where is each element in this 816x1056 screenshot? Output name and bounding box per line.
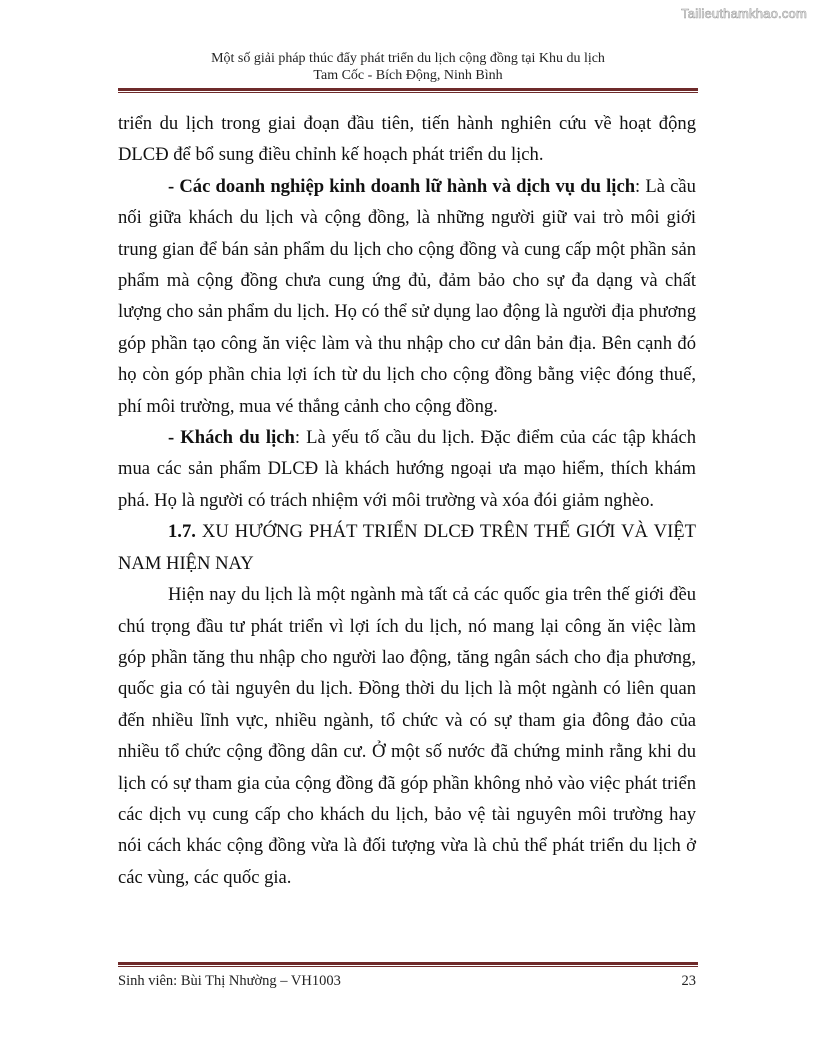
footer-rule — [118, 962, 698, 967]
header-line-2: Tam Cốc - Bích Động, Ninh Bình — [313, 68, 503, 83]
running-header — [118, 50, 698, 84]
footer-student: Sinh viên: Bùi Thị Nhường – VH1003 — [118, 973, 341, 989]
page-body — [118, 108, 696, 893]
header-line-1: Một số giải pháp thúc đẩy phát triển du lịch cộng đồng tại Khu du lịch — [211, 51, 605, 66]
paragraph-2-text: : Là cầu nối giữa khách du lịch và cộng đồng, là những người giữ vai trò môi giới trung gian để bán sản phẩm du lịch cho cộng đồng và cung cấp một phần sản phẩm mà cộng đồng chưa cung ứng đủ, đảm bảo cho sự đa dạng và chất lượng cho sản phẩm du lịch. Họ có thể sử dụng lao động là người địa phương góp phần tạo công ăn việc làm và thu nhập cho cư dân bản địa. Bên cạnh đó họ còn góp phần chia lợi ích từ du lịch cho cộng đồng bằng việc đóng thuế, phí môi trường, mua vé thắng cảnh cho cộng đồng. — [118, 175, 696, 417]
section-title: XU HƯỚNG PHÁT TRIỂN DLCĐ TRÊN THẾ GIỚI VÀ VIỆT NAM HIỆN NAY — [118, 521, 696, 574]
watermark: Tailieuthamkhao.com — [681, 6, 807, 21]
paragraph-3 — [118, 422, 696, 516]
page-number: 23 — [681, 973, 696, 989]
paragraph-4: Hiện nay du lịch là một ngành mà tất cả các quốc gia trên thế giới đều chú trọng đầu tư phát triển vì lợi ích du lịch, nó mang lại công ăn việc làm góp phần tăng thu nhập cho người lao động, tăng ngân sách cho địa phương, quốc gia có tài nguyên du lịch. Đồng thời du lịch là một ngành có liên quan đến nhiều lĩnh vực, nhiều ngành, tổ chức và có sự tham gia đông đảo của nhiều tổ chức cộng đồng dân cư. Ở một số nước đã chứng minh rằng khi du lịch có sự tham gia của cộng đồng đã góp phần không nhỏ vào việc phát triển các dịch vụ cung cấp cho khách du lịch, bảo vệ tài nguyên môi trường hay nói cách khác cộng đồng vừa là đối tượng vừa là chủ thể phát triển du lịch ở các vùng, các quốc gia. — [118, 584, 696, 888]
paragraph-1: triển du lịch trong giai đoạn đầu tiên, tiến hành nghiên cứu về hoạt động DLCĐ để bổ sung điều chỉnh kế hoạch phát triển du lịch. — [118, 113, 696, 166]
section-heading — [118, 516, 696, 579]
paragraph-3-lead: - Khách du lịch — [168, 427, 295, 449]
section-number: 1.7. — [168, 521, 196, 543]
running-footer — [118, 973, 698, 990]
paragraph-2 — [118, 171, 696, 422]
paragraph-3-text: : Là yếu tố cầu du lịch. Đặc điểm của các tập khách mua các sản phẩm DLCĐ là khách hướng ngoại ưa mạo hiểm, thích khám phá. Họ là người có trách nhiệm với môi trường và xóa đói giảm nghèo. — [118, 427, 696, 511]
header-rule — [118, 88, 698, 93]
paragraph-2-lead: - Các doanh nghiệp kinh doanh lữ hành và dịch vụ du lịch — [168, 175, 636, 197]
